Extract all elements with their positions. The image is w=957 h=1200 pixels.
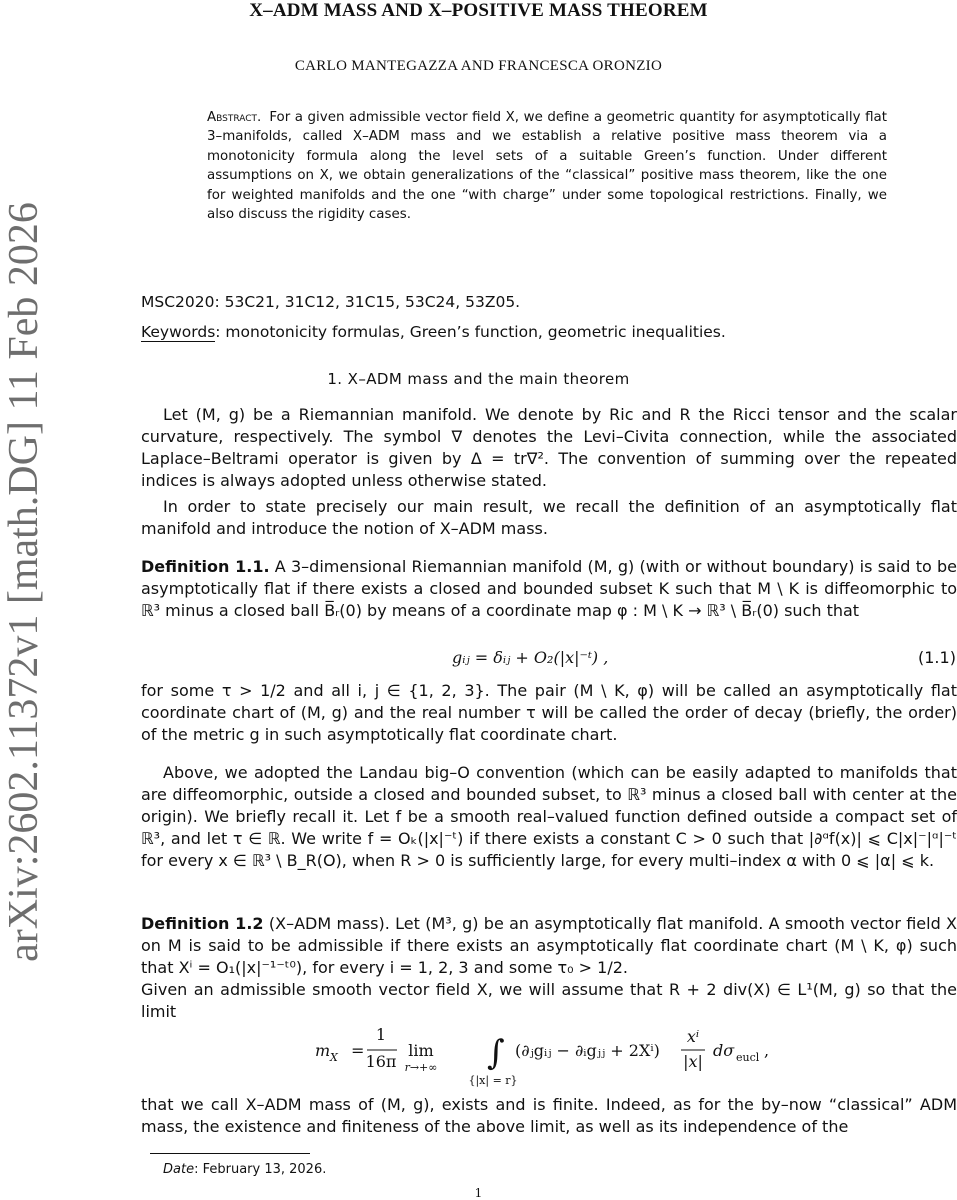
eq-tail: dσ: [713, 1041, 735, 1060]
eq-frac-den: 16π: [365, 1052, 397, 1071]
definition-1-1-label: Definition 1.1.: [141, 557, 270, 576]
arxiv-stamp: arXiv:2602.11372v1 [math.DG] 11 Feb 2026: [1, 202, 47, 962]
equation-1-1: gᵢⱼ = δᵢⱼ + O₂(|x|⁻ᵗ) ,: [452, 648, 609, 667]
eq-frac-num: 1: [375, 1025, 387, 1044]
eq-integral-sign: ∫: [487, 1033, 505, 1073]
paragraph-intro-text: In order to state precisely our main result, we recall the definition of an asymptotically flat manifold and introduce the notion of X–ADM mass.: [141, 497, 957, 538]
eq-lim: lim: [408, 1041, 434, 1060]
eq-tail-sub: eucl: [736, 1051, 760, 1064]
paragraph-x-adm-text: that we call X–ADM mass of (M, g), exists and is finite. Indeed, as for the by–now “classical” ADM mass, the existence and finiteness of the above limit, as well as its independence of the: [141, 1095, 957, 1136]
msc-classification: MSC2020: 53C21, 31C12, 31C15, 53C24, 53Z05.: [141, 293, 521, 311]
eq-lim-sub: r→+∞: [404, 1061, 438, 1074]
footnote: [163, 1162, 326, 1177]
definition-1-1-continued: [141, 680, 957, 746]
paragraph-landau: [141, 762, 957, 872]
definition-1-2: [141, 913, 957, 1023]
keywords: [141, 323, 861, 341]
eq-integrand: (∂ⱼgᵢⱼ − ∂ᵢgⱼⱼ + 2Xⁱ): [515, 1041, 660, 1060]
paragraph-intro: [141, 496, 957, 540]
definition-1-2-label: Definition 1.2: [141, 914, 264, 933]
paper-title: X–ADM MASS AND X–POSITIVE MASS THEOREM: [249, 0, 708, 21]
paragraph-x-adm: [141, 1094, 957, 1138]
keywords-label: Keywords: [141, 323, 216, 341]
eq-lhs: m: [315, 1041, 331, 1060]
paragraph-notation: [141, 404, 957, 492]
section-heading: 1. X–ADM mass and the main theorem: [327, 370, 630, 388]
paragraph-notation-text: Let (M, g) be a Riemannian manifold. We denote by Ric and R the Ricci tensor and the scalar curvature, respectively. The symbol ∇ denotes the Levi–Civita connection, while the associated Laplace–Beltrami operator is given by Δ = tr∇². The convention of summing over the repeated indices is always adopted unless otherwise stated.: [141, 405, 957, 490]
paragraph-landau-text: Above, we adopted the Landau big–O convention (which can be easily adapted to manifolds that are diffeomorphic, outside a closed and bounded subset, to ℝ³ minus a closed ball with center at the origin). We briefly recall it. Let f be a smooth real–valued function defined outside a compact set of ℝ³, and let τ ∈ ℝ. We write f = Oₖ(|x|⁻ᵗ) if there exists a constant C > 0 such that |∂ᵅf(x)| ⩽ C|x|⁻|ᵅ|⁻ᵗ for every x ∈ ℝ³ \ B_R(O), when R > 0 is sufficiently large, for every multi–index α with 0 ⩽ |α| ⩽ k.: [141, 763, 957, 870]
equation-x-adm-mass: [315, 1020, 795, 1096]
abstract-text: For a given admissible vector field X, we define a geometric quantity for asymptotically flat 3–manifolds, called X–ADM mass and we establish a relative positive mass theorem via a monotonicity formula along the level sets of a suitable Green’s function. Under different assumptions on X, we obtain generalizations of the “classical” positive mass theorem, like the one for weighted manifolds and the one “with charge” under some topological restrictions. Finally, we also discuss the rigidity cases.: [207, 110, 887, 223]
eq-int-sub: {|x| = r}: [468, 1074, 518, 1087]
equation-1-1-number: (1.1): [918, 648, 956, 667]
eq-frac2-num: xⁱ: [686, 1027, 700, 1046]
definition-1-2-paren: (X–ADM mass).: [268, 914, 390, 933]
definition-1-2-text: Let (M³, g) be an asymptotically flat manifold. A smooth vector field X on M is said to be admissible if there exists an asymptotically flat coordinate chart (M \ K, φ) such that Xⁱ = O₁(|x|⁻¹⁻ᵗ⁰), for every i = 1, 2, 3 and some τ₀ > 1/2.: [141, 914, 957, 977]
equation-x-adm-mass-svg: [315, 1020, 795, 1096]
eq-equals: =: [351, 1041, 365, 1060]
abstract-heading: Abstract.: [207, 110, 262, 125]
definition-1-1: [141, 556, 957, 622]
authors: CARLO MANTEGAZZA AND FRANCESCA ORONZIO: [294, 58, 663, 74]
eq-frac2-den: |x|: [683, 1052, 703, 1071]
footnote-rule: [150, 1153, 310, 1154]
footnote-text: : February 13, 2026.: [194, 1162, 327, 1177]
page-number: 1: [474, 1186, 483, 1200]
definition-1-2-continued: Given an admissible smooth vector field X, we will assume that R + 2 div(X) ∈ L¹(M, g) so that the limit: [141, 980, 957, 1021]
definition-1-1-text: A 3–dimensional Riemannian manifold (M, g) (with or without boundary) is said to be asymptotically flat if there exists a closed and bounded subset K such that M \ K is diffeomorphic to ℝ³ minus a closed ball B̅ᵣ(0) by means of a coordinate map φ : M \ K → ℝ³ \ B̅ᵣ(0) such that: [141, 557, 957, 620]
eq-lhs-sub: X: [330, 1051, 338, 1064]
definition-1-1-continued-text: for some τ > 1/2 and all i, j ∈ {1, 2, 3}. The pair (M \ K, φ) will be called an asymptotically flat coordinate chart of (M, g) and the real number τ will be called the order of decay (briefly, the order) of the metric g in such asymptotically flat coordinate chart.: [141, 681, 957, 744]
eq-end: ,: [764, 1041, 770, 1060]
abstract: [207, 108, 887, 224]
keywords-text: : monotonicity formulas, Green’s function, geometric inequalities.: [215, 323, 726, 341]
footnote-label: Date: [163, 1162, 195, 1177]
